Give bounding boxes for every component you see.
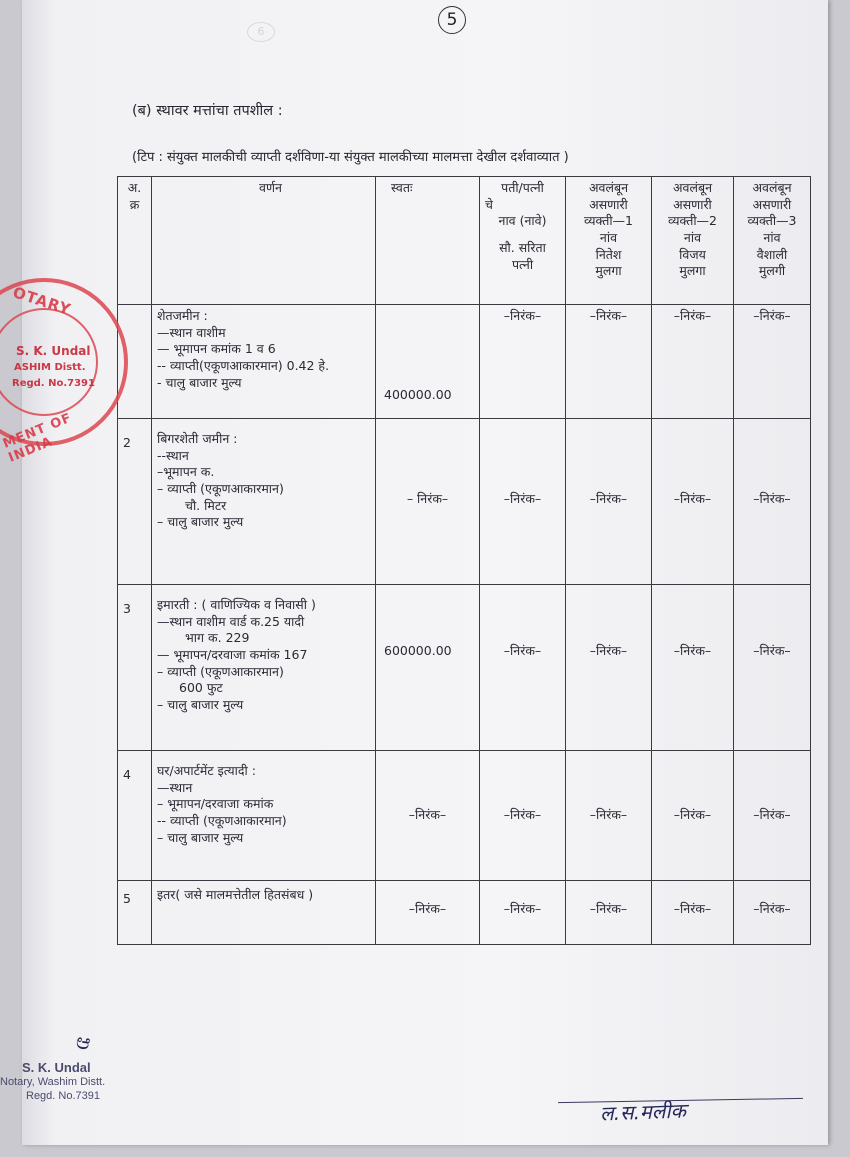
row-dependent-3-value: –निरंक–: [734, 881, 811, 945]
notary-seal-district: ASHIM Distt.: [14, 362, 86, 373]
header-dependent-3: अवलंबून असणारी व्यक्ती—3 नांव वैशाली मुलगी: [734, 177, 811, 305]
row-self-value: 400000.00: [376, 305, 480, 419]
row-dependent-1-value: –निरंक–: [566, 751, 652, 881]
table-header-row: [118, 177, 811, 305]
row-self-value: – निरंक–: [376, 419, 480, 585]
header-self: स्वतः: [376, 177, 480, 305]
notary-seal-regd: Regd. No.7391: [12, 378, 95, 389]
row-description: इमारती : ( वाणिज्यिक व निवासी ) —स्थान वाशीम वार्ड क.25 यादी भाग क. 229 — भूमापन/दरवाजा कमांक 167 – व्याप्ती (एकूणआकारमान) 600 फुट – चालु बाजार मुल्य: [152, 585, 376, 751]
row-dependent-2-value: –निरंक–: [652, 419, 734, 585]
notary-stamp-regd: Regd. No.7391: [26, 1090, 100, 1102]
row-serial: 5: [118, 881, 152, 945]
notary-seal-top-text: OTARY: [10, 283, 74, 319]
row-spouse-value: –निरंक–: [480, 419, 566, 585]
row-description: शेतजमीन : —स्थान वाशीम — भूमापन कमांक 1 व 6 -- व्याप्ती(एकूणआकारमान) 0.42 हे. - चालु बाजार मुल्य: [152, 305, 376, 419]
table-row: [118, 881, 811, 945]
row-dependent-1-value: –निरंक–: [566, 881, 652, 945]
table-row: [118, 419, 811, 585]
row-spouse-value: –निरंक–: [480, 751, 566, 881]
immovable-assets-table: [117, 176, 811, 945]
row-description: घर/अपार्टमेंट इत्यादी : —स्थान – भूमापन/दरवाजा कमांक -- व्याप्ती (एकूणआकारमान) – चालु बाजार मुल्य: [152, 751, 376, 881]
row-dependent-1-value: –निरंक–: [566, 585, 652, 751]
table-row: [118, 305, 811, 419]
row-dependent-2-value: –निरंक–: [652, 305, 734, 419]
notary-seal-name: S. K. Undal: [16, 344, 91, 358]
table-row: [118, 751, 811, 881]
notary-initial-mark: ಆ: [74, 1029, 93, 1056]
notary-seal-bottom-text: MENT OF INDIA: [0, 410, 75, 466]
row-dependent-3-value: –निरंक–: [734, 419, 811, 585]
row-serial: 3: [118, 585, 152, 751]
assets-table-wrapper: [117, 176, 811, 945]
ghost-page-number: 6: [247, 22, 275, 42]
header-description: वर्णन: [152, 177, 376, 305]
row-self-value: –निरंक–: [376, 751, 480, 881]
row-self-value: –निरंक–: [376, 881, 480, 945]
notary-stamp-name: S. K. Undal: [22, 1060, 91, 1075]
page-number: 5: [438, 6, 466, 34]
header-spouse: पती/पत्नी चे नाव (नावे) सौ. सरिता पत्नी: [480, 177, 566, 305]
row-dependent-2-value: –निरंक–: [652, 751, 734, 881]
table-row: [118, 585, 811, 751]
header-serial: अ. क्र: [118, 177, 152, 305]
row-description: बिगरशेती जमीन : --स्थान –भूमापन क. – व्याप्ती (एकूणआकारमान) चौ. मिटर – चालु बाजार मुल्य: [152, 419, 376, 585]
section-heading: (ब) स्थावर मत्तांचा तपशील :: [132, 103, 283, 119]
row-spouse-value: –निरंक–: [480, 305, 566, 419]
row-dependent-1-value: –निरंक–: [566, 419, 652, 585]
notary-stamp-district: Notary, Washim Distt.: [0, 1076, 106, 1089]
row-dependent-2-value: –निरंक–: [652, 881, 734, 945]
row-dependent-1-value: –निरंक–: [566, 305, 652, 419]
row-dependent-3-value: –निरंक–: [734, 751, 811, 881]
row-dependent-3-value: –निरंक–: [734, 585, 811, 751]
notary-stamp-bottom: [0, 1060, 130, 1104]
row-description: इतर( जसे मालमत्तेतील हितसंबध ): [152, 881, 376, 945]
row-serial: 4: [118, 751, 152, 881]
row-dependent-2-value: –निरंक–: [652, 585, 734, 751]
header-dependent-1: अवलंबून असणारी व्यक्ती—1 नांव नितेश मुलगा: [566, 177, 652, 305]
row-serial: 2: [118, 419, 152, 585]
row-dependent-3-value: –निरंक–: [734, 305, 811, 419]
row-spouse-value: –निरंक–: [480, 881, 566, 945]
section-note: (टिप : संयुक्त मालकीची व्याप्ती दर्शविणा-या संयुक्त मालकीच्या मालमत्ता देखील दर्शवाव्यात ): [132, 150, 569, 165]
handwritten-signature: ल.स.मलीक: [599, 1098, 687, 1126]
row-spouse-value: –निरंक–: [480, 585, 566, 751]
row-self-value: 600000.00: [376, 585, 480, 751]
header-dependent-2: अवलंबून असणारी व्यक्ती—2 नांव विजय मुलगा: [652, 177, 734, 305]
